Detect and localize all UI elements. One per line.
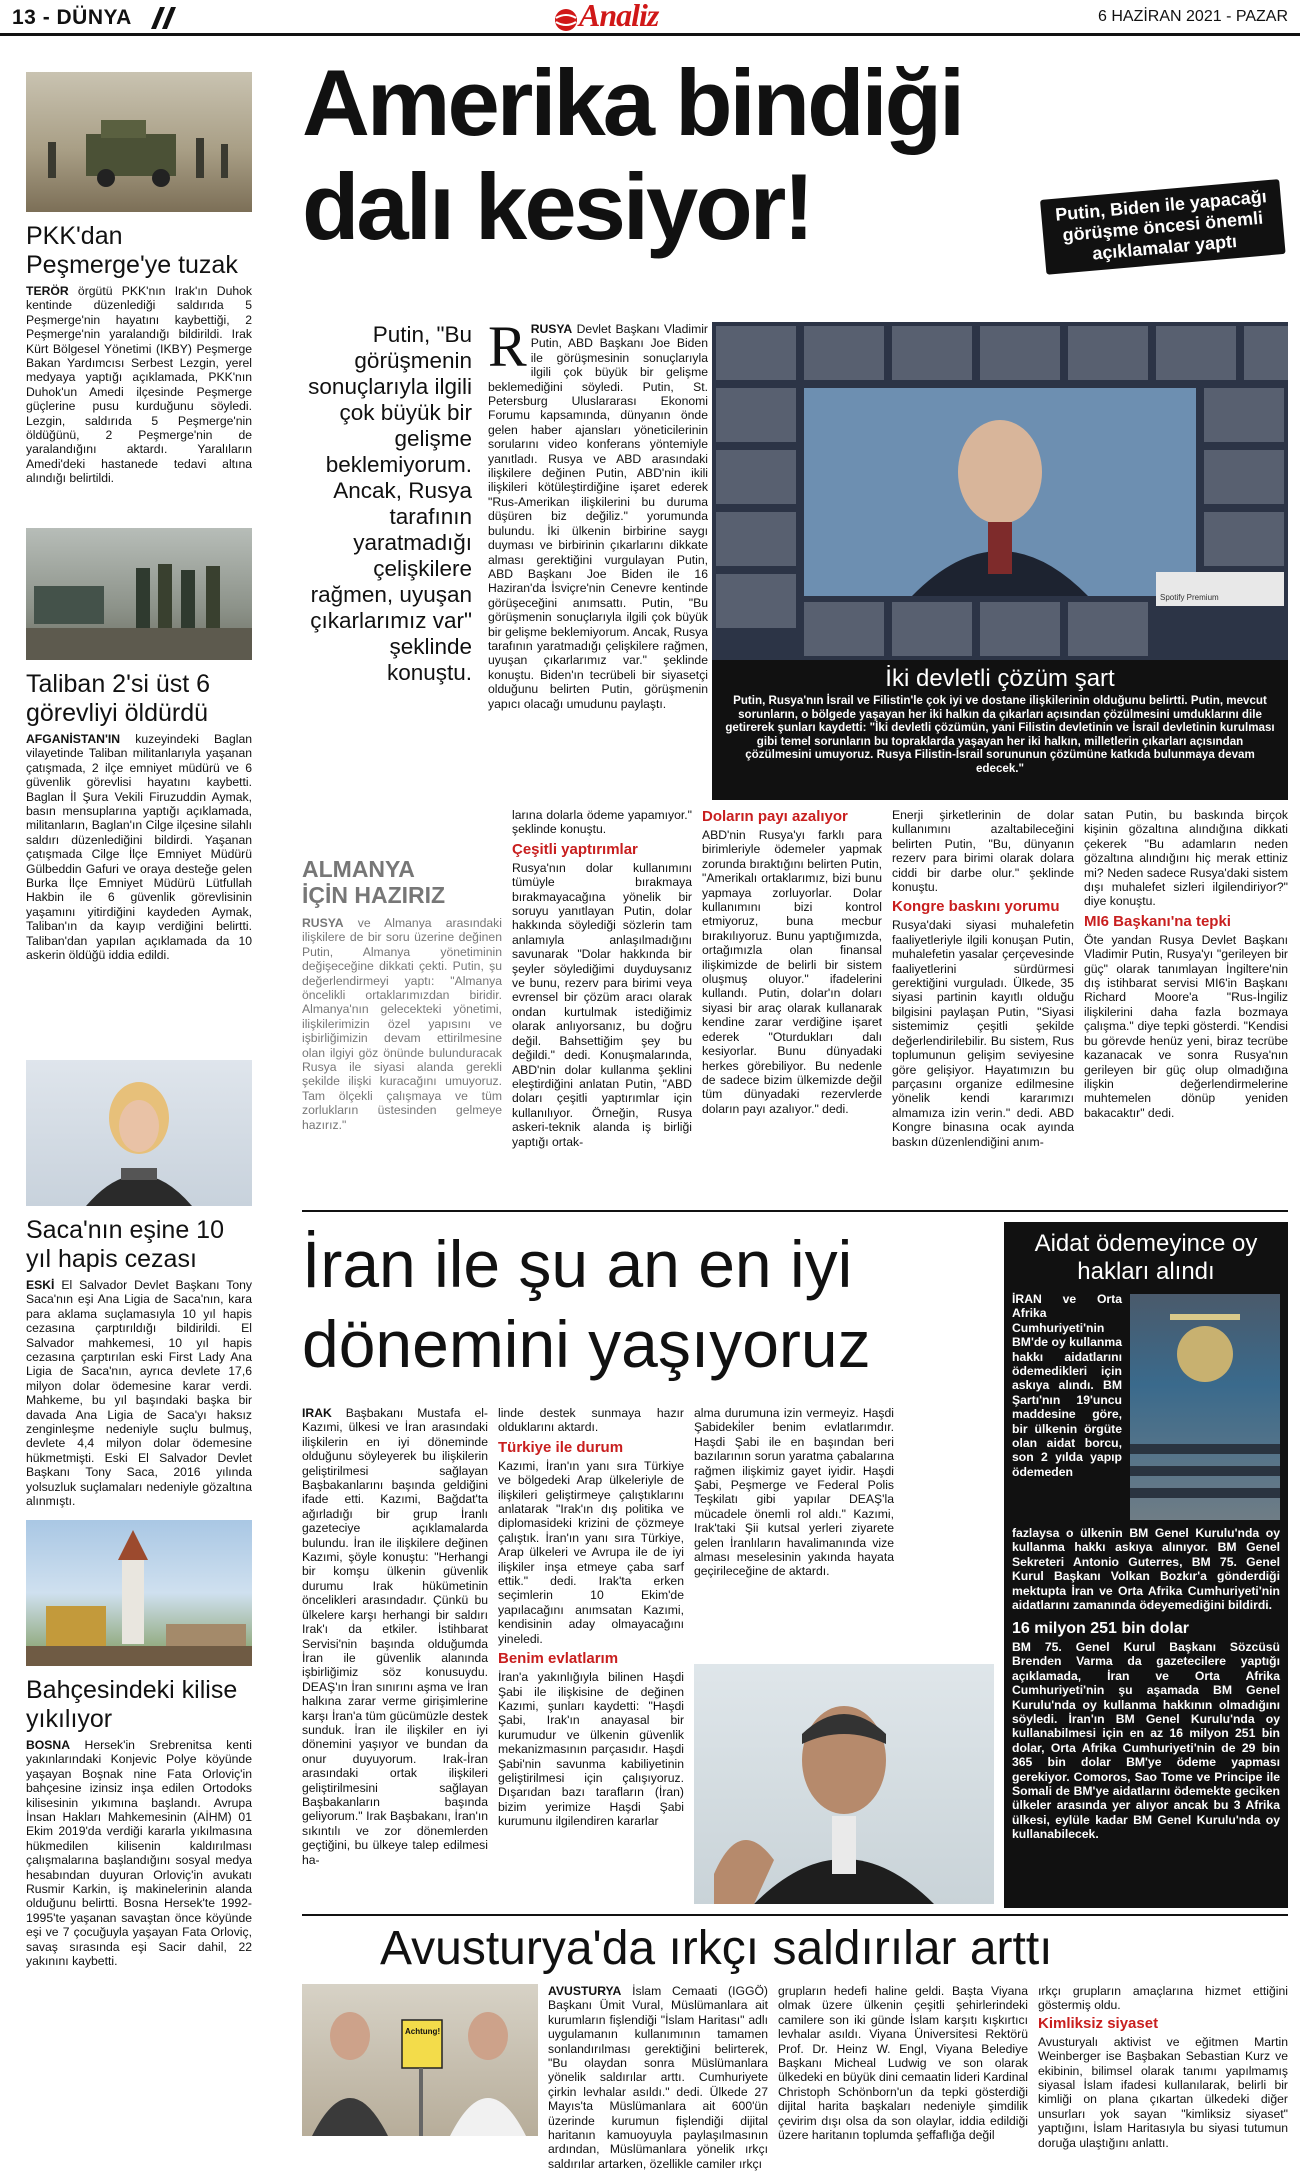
sub-my-children: Benim evlatlarım [498, 1650, 619, 1668]
main-lead: RUSYA [530, 322, 573, 336]
sub-congress: Kongre baskını yorumu [892, 898, 1060, 916]
iran-col2 [498, 1406, 684, 1906]
main-col5-top: satan Putin, bu baskında birçok kişinin gözaltına alındığına dikkati çekerek "Bu adamların neden gözaltına alındığını hiç merak ettiniz mi? Neden sadece Rusya'daki sistem dışı muhalefet sizleri ilgilendiriyor?" diye konuştu. [1084, 808, 1288, 909]
pullquote: Putin, "Bu görüşmenin sonuçlarıyla ilgili çok büyük bir gelişme beklemiyorum. Ancak, Rusya tarafının yaratmadığı çelişkilere rağmen, uyuşan çıkarlarımız var" şeklinde konuştu. [308, 322, 472, 685]
sub-identityless-politics: Kimliksiz siyaset [1038, 2014, 1159, 2032]
aidat-sub: 16 milyon 251 bin dolar [1012, 1620, 1189, 1637]
austria-col3 [1038, 1984, 1288, 2150]
story-lead-saca: ESKİ [26, 1278, 55, 1292]
germany-lead: RUSYA [302, 916, 344, 930]
iran-col2-text1: Kazımi, İran'ın yanı sıra Türkiye ve bölgedeki Arap ülkeleriyle de ilişkileri geliştirmeye çalıştıklarını anlatarak "Irak'ın dış politika ve diplomasideki krizini de çözmeye çalıştık. İran'ın yanı sıra Türkiye, Arap ülkeleri ve Avrupa ile de iyi ilişkiler inşa etmeye çaba sarf ettik." dedi. Irak'ta erken seçimlerin 10 Ekim'de yapılacağını anımsatan Kazımi, kendisinin aday olmayacağını yineledi. [498, 1458, 684, 1646]
sign-text: Achtung! [405, 2027, 441, 2036]
story-text-saca: El Salvador Devlet Başkanı Tony Saca'nın eşi Ana Ligia de Saca'nın, kara para aklama suçlamasıyla 10 yıl hapis cezasına çarptırıldığı bildirildi. El Salvador mahkemesi, 10 yıl hapis cezasına çarptırılan eski First Lady Ana Ligia de Saca'nın, ayrıca devlete 17,6 milyon dolar ödemesine karar verdi. Mahkeme, bu yıl başındaki başka bir davada Ana Ligia de Saca'yı haksız zenginleşme nedeniyle suçlu bulmuş, devlete 4,4 milyon dolar ödemesine hükmetmişti. Eski El Salvador Devlet Başkanı Tony Saca, 2016 yılında yolsuzluk suçlamaları nedeniyle gözaltına alınmıştı. [26, 1278, 252, 1509]
austria-col3-top: ırkçı grupların amaçlarına hizmet ettiğini göstermiş oldu. [1038, 1984, 1288, 2013]
germany-text: ve Almanya arasındaki ilişkilere de bir soru üzerine değinen Putin, Almanya yönetiminin değişeceğine dikkati çekti. Putin, şu değerlendirmeyi yaptı: "Almanya öncelikli ortaklarımızdan biridir. Almanya'nın gelecekteki yönetimi, ilişkilerimizin özel yapısını ve işbirliğimizin devam ettirilmesine olan ilgiyi göz önünde bulunduracak Rusya ile siyasi alanda gerekli şekilde ilişki kuracağını umuyoruz. Tam ölçekli çalışmaya ve tüm zorlukların üstesinden gelmeye hazırız." [302, 916, 502, 1132]
sub-mi6: MI6 Başkanı'na tepki [1084, 912, 1231, 930]
main-col1-text: Devlet Başkanı Vladimir Putin, ABD Başkanı Joe Biden ile görüşmesinin sonuçlarıyla ilgili çok büyük bir gelişme beklemediğini söyledi. Putin, St. Petersburg Uluslararası Ekonomi Forumu kapsamında, dünyanın önde gelen haber ajansları yöneticilerinin sorularını video konferans yöntemiyle yanıtladı. Rusya ve ABD arasındaki ilişkilere değinen Putin, ABD'nin ikili ilişkileri kötüleştirdiğine işaret ederek "Rus-Amerikan ilişkilerini bu duruma düşüren biz değiliz." yorumunda bulundu. İki ülkenin birbirine saygı duyması ve birbirinin çıkarlarını dikkate alması gerektiğini vurgulayan Putin, ABD Başkanı Joe Biden ile 16 Haziran'da İsviçre'nin Cenevre kentinde görüşeceğini anımsattı. Putin, "Bu görüşmenin sonuçlarıyla ilgili çok büyük bir gelişme beklemiyorum. Ancak, Rusya tarafının yaratmadığı çelişkilere rağmen, uyuşan çıkarlarımız var." şeklinde konuştu. Biden'ın tecrübeli bir siyasetçi olduğunu belirten Putin, görüşmenin yapıcı olacağı umudunu paylaştı. [488, 322, 708, 711]
section-divider-2 [302, 1914, 1288, 1916]
main-col5-text: Öte yandan Rusya Devlet Başkanı Vladimir Putin, Rusya'yı "gerileyen bir güç" olarak tanımlayan İngiltere'nin dış istihbarat servisi MI6'in Başkanı Richard Moore'a "Rus-İngiliz ilişkilerini daha fazla bozmaya çalışma." diye tepki gösterdi. "Kendisi bu görevde henüz yeni, biraz tecrübe kazanacak ve sonra Rusya'nın gerileyen bir güç olup olmadığına ilişkin değerlendirmelerine muhtemelen dönüp yeniden bakacaktır" dedi. [1084, 932, 1288, 1120]
photo-austria-sign [302, 1984, 538, 2136]
austria-col2 [778, 1984, 1028, 2143]
main-col4 [892, 808, 1074, 1203]
story-body-taliban [26, 732, 252, 1038]
aidat-body-top [1012, 1292, 1122, 1526]
page-label: 13 - DÜNYA [12, 6, 132, 29]
photo-caption-box [712, 660, 1288, 800]
austria-col3-text: Avusturyalı aktivist ve eğitmen Martin Weinberger ise Başbakan Sebastian Kurz ve ekibinin, bilimsel olarak tanımı yapılmamış siyasal İslam ifadesi kullanılarak, belirli bir kimliği on plana çıkartan ülkedeki diğer unsurları yok sayan "kimliksiz siyaset" yaptığını, İslam Haritasıyla bu siyasi tutumun doruğa ulaştığını anlattı. [1038, 2034, 1288, 2150]
main-col5 [1084, 808, 1288, 1203]
iran-col1-text: Başbakanı Mustafa el-Kazımi, ülkesi ve İran arasındaki ilişkilerin en iyi döneminde olduğunu söyleyerek bu ilişkilerin geliştirilmesi sağlayan Başbakanlarını başında geldiğini ifade etti. Kazımi, Bağdat'ta ağırladığı bir grup İranlı gazeteciye açıklamalarda bulundu. İran ile ilişkilere değinen Kazımi, şöyle konuştu: "Herhangi bir komşu ülkenin güvenlik durumu Irak hükümetinin öncelikleri arasındadır. Çünkü bu ülkelere karşı herhangi bir saldırı Irak'ı da etkiler. İstihbarat Servisi'nin başında olduğumda İran ile güvenlik alanında işbirliğimiz söz konusuydu. DEAŞ'ın İran sınırını aşma ve İran halkına zarar verme girişimlerine karşı İran'a tüm gücümüzle destek sunduk. İran ile ilişkiler en iyi dönemini yaşıyor ve bundan da onur duyuyorum. Irak-İran arasındaki ortak ilişkileri geliştirilmesini sağlayan Başbakanların başında geliyorum." Irak Başbakanı, İran'ın sıkıntılı ve zor dönemlerden geçtiğini, bu ülkeye talep edilmesi ha- [302, 1406, 488, 1867]
newspaper-logo [553, 0, 733, 37]
photo-kazimi [694, 1664, 994, 1904]
austria-col1 [548, 1984, 768, 2171]
main-headline-line1: Amerika bindiği [302, 50, 963, 155]
main-headline-line2: dalı kesiyor! [302, 154, 812, 259]
iran-col3 [694, 1406, 894, 1656]
logo-globe-icon [553, 7, 579, 33]
photo-putin-videoconference [712, 322, 1288, 660]
story-body-pkk [26, 284, 252, 506]
photo-church-demolition [26, 1520, 252, 1666]
sub-sanctions: Çeşitli yaptırımlar [512, 840, 638, 858]
main-col1 [488, 314, 708, 857]
main-col4-top: Enerji şirketlerinin de dolar kullanımını azaltabileceğini belirten Putin, "Bu, dünyanın rezerv para birimi olarak dolara ciddi bir darbe olur." şeklinde konuştu. [892, 808, 1074, 895]
logo-text: Analiz [579, 0, 659, 33]
screen-label-text: Spotify Premium [1160, 593, 1219, 602]
iran-col2-text2: İran'a yakınlığıyla bilinen Haşdi Şabi ile ilişkisine de değinen Kazımi, şunları kaydetti: "Haşdi Şabi, Irak'ın anayasal bir kurumudur ve ülkenin güvenlik mekanizmasının parçasıdır. Haşdi Şabi'nin savunma kabiliyetinin geliştirilmesi için çalışıyoruz. Dışarıdan bazı tarafların (İran) bizim yerimize Haşdi Şabi kurumunu ilgilendiren kararlar [498, 1670, 684, 1829]
dropcap-letter: R [488, 314, 527, 379]
aidat-body2: BM 75. Genel Kurul Başkanı Sözcüsü Brenden Varma da gazetecilere yaptığı açıklamada, İran ve Orta Afrika Cumhuriyeti'nin şu aşamada BM Genel Kurulu'nda oy kullanma hakkının olmadığını söyledi. İran'ın BM Genel Kurulu'nda oy kullanabilmesi için en az 16 milyon 251 bin dolar, Orta Afrika Cumhuriyeti'nin de 29 bin 365 bin dolar BM'ye ödeme yapması gerekiyor. Comoros, Sao Tome ve Principe ile Somali de BM'ye aidatlarını ödemekte geciken ülkeler arasında yer alıyor ancak bu 3 Afrika ülkesi, eylüle kadar BM Genel Kurulu'nda oy kullanabilecek. [1012, 1640, 1280, 1842]
story-title-church: Bahçesindeki kilise yıkılıyor [26, 1676, 238, 1733]
main-col3-text: ABD'nin Rusya'yı farklı para birimleriyle ödemeler yapmak zorunda bıraktığını belirten Putin, "Amerikalı ortaklarımız, bizi bunu yapmaya zorluyorlar. Dolar kullanımını bizi kontrol etmiyoruz, buna mecbur bırakılıyoruz. Bunu yaptığımızda, ortağımızla olan finansal ilişkimizde de belirli bir sistem oluşmuş oluyor." ifadelerini kullandı. Putin, dolar'ın doları siyasi bir araç olarak kullanarak kendine zarar verdiğine işaret ederek "Oturdukları dalı kesiyorlar. Bunu dünyadaki herkes görebiliyor. Bu nedenle de sadece bizim ülkemizde değil tüm dünyadaki rezervlerde doların payı azalıyor." dedi. [702, 828, 882, 1116]
issue-date: 6 HAZİRAN 2021 - PAZAR [1098, 8, 1288, 25]
iran-headline-line2: dönemini yaşıyoruz [302, 1307, 871, 1381]
photo-caption-text: Putin, Rusya'nın İsrail ve Filistin'le çok iyi ve dostane ilişkilerinin olduğunu belirtti. Putin, mevcut sorunların, o bölgede yaşayan her iki halkın da çıkarları açısından çözülmesini umduklarını dile getirerek şunları kaydetti: "İki devletli çözümün, yani Filistin devletinin ve İsrail devletinin kurulması gibi temel sorunların bu topraklarda yaşayan her iki halkın, milletlerin çıkarları açısından çözülmesini umuyoruz. Rusya Filistin-İsrail sorununun çözümüne katkıda bulunmaya devam edecek." [725, 694, 1275, 775]
main-col3 [702, 808, 882, 1203]
photo-ana-ligia [26, 1060, 252, 1206]
germany-title: ALMANYA İÇİN HAZIRIZ [302, 856, 446, 908]
austria-headline: Avusturya'da ırkçı saldırılar arttı [380, 1922, 1053, 1975]
iran-col3-text: alma durumuna izin vermeyiz. Haşdi Şabideki̇ler benim evlatlarımdır. Haşdi Şabi ile en başından beri bazılarının sorun yaratma çabalarına rağmen ilişkimiz gayet iyidir. Haşdi Şabi, Peşmerge ve Federal Polis Teşkilatı gibi yapılar DEAŞ'la mücadele önemli rol aldı." Kazımi, Irak'taki Şii kutsal yerleri ziyarete gelen İranlıların havalimanında vize alması meselesinin yakında hayata geçirileceğine de aktardı. [694, 1406, 894, 1579]
section-divider-1 [302, 1210, 1288, 1212]
main-col2-top: larına dolarla ödeme yapamıyor." şeklinde konuştu. [512, 808, 692, 837]
sub-turkey: Türkiye ile durum [498, 1438, 624, 1456]
section-slash-icon [150, 7, 176, 29]
story-text-pkk: örgütü PKK'nın Irak'ın Duhok kentinde düzenlediği saldırıda 5 Peşmerge'nin hayatını kaybettiği, 2 Peşmerge'nin yaralandığı bildirildi. Irak Kürt Bölgesel Yönetimi (IKBY) Peşmerge Bakan Yardımcısı Serbest Lezgin, yerel medyaya yaptığı açıklamada, PKK'nın Duhok'un Amedi ilçesinde Peşmerge güçlerine pusu kurduğunu söyledi. Lezgin, saldırıda 5 Peşmerge'nin öldüğünü, 2 Peşmerge'nin de yaralandığını aktardı. Yaralıların Amedi'deki hastanede tedavi altına alındığı belirtildi. [26, 284, 252, 486]
left-sidebar [26, 72, 252, 2132]
iran-lead: IRAK [302, 1406, 332, 1420]
photo-taliban-clash [26, 528, 252, 660]
story-body-church [26, 1738, 252, 2106]
aidat-lead: İRAN [1012, 1292, 1042, 1306]
iran-headline-line1: İran ile şu an en iyi [302, 1227, 853, 1301]
story-lead-taliban: AFGANİSTAN'IN [26, 732, 121, 746]
photo-pkk-peshmerga [26, 72, 252, 212]
main-col2 [512, 808, 692, 1203]
aidat-box [1004, 1222, 1288, 1908]
main-col2-text: Rusya'nın dolar kullanımını tümüyle bırakmaya bırakmayacağına yönelik bir soruyu yanıtlayan Putin, dolar hakkında söylediği sözlerin tam anlamıyla anlaşılmadığını savunarak "Dolar hakkında bir şeyler söylediğimi duyduysanız ve bunu, rezerv para birimi veya evrensel bir çözüm aracı olarak ondan kurtulmak istediğimiz olarak anlıyorsanız, bu doğru değil. Bahsettiğim şey bu değildi." dedi. Konuşmalarında, ABD'nin dolar kullanma şeklini eleştirdiğini anlatan Putin, "ABD doları çeşitli yaptırımlar için kullanılıyor. Örneğin, Rusya askeri-teknik alanda iş birliği yaptığı ortak- [512, 860, 692, 1149]
story-lead-church: BOSNA [26, 1738, 71, 1752]
iran-col1 [302, 1406, 488, 1906]
photo-un-assembly [1130, 1294, 1280, 1520]
story-title-pkk: PKK'dan Peşmerge'ye tuzak [26, 222, 238, 279]
story-title-taliban: Taliban 2'si üst 6 görevliyi öldürdü [26, 670, 211, 727]
aidat-text-top: ve Orta Afrika Cumhuriyeti'nin BM'de oy kullanma hakkı aidatlarını ödemedikleri için askıya alındı. BM Şartı'nın 19'uncu maddesine göre, bir ülkenin örgüte olan aidat borcu, son 2 yılda yapıp ödemeden [1012, 1292, 1122, 1479]
main-col4-text: Rusya'daki siyasi muhalefetin faaliyetleriyle ilgili konuşan Putin, muhalefetin yasalar çerçevesinde faaliyetlerini sürdürmesi gerektiğini vurguladı. Ülkede, 35 siyasi partinin kayıtlı olduğu bilgisini paylaşan Putin, "Siyasi sistemimiz çeşitli şekilde değerlendirilebilir. Bu sistem, Rus toplumunun gelişim seviyesine göre gelişiyor. Hayatımızın bu parçasını organize edilmesine yönelik kendi kararımızı almamıza izin verin." dedi. ABD Kongre binasına ocak ayında baskın düzenlendiğini anım- [892, 918, 1074, 1149]
aidat-title: Aidat ödemeyince oy hakları alındı [1034, 1230, 1258, 1285]
story-lead-pkk: TERÖR [26, 284, 69, 298]
story-title-saca: Saca'nın eşine 10 yıl hapis cezası [26, 1216, 224, 1273]
austria-lead: AVUSTURYA [548, 1984, 622, 1998]
sub-dollar-share: Doların payı azalıyor [702, 808, 848, 825]
story-body-saca [26, 1278, 252, 1509]
headline-banner [1040, 179, 1288, 300]
photo-caption-title: İki devletli çözüm şart [885, 665, 1115, 692]
iran-col2-top: linde destek sunmaya hazır olduklarını aktardı. [498, 1406, 684, 1435]
aidat-body-bottom: fazlaysa o ülkenin BM Genel Kurulu'nda oy kullanma hakkı askıya alınıyor. BM Genel Sekreteri Antonio Guterres, BM 75. Genel Kurul Başkanı Volkan Bozkır'a gönderdiği mektupta İran ve Orta Afrika Cumhuriyeti'nin aidatlarını zamanında ödeyemediğini bildirdi. [1012, 1526, 1280, 1613]
banner-text: Putin, Biden ile yapacağı görüşme öncesi önemli açıklamalar yaptı [1040, 179, 1286, 275]
austria-col2-text: grupların hedefi haline geldi. Başta Viyana olmak üzere ülkenin çeşitli şehirlerindeki camilere son iki günde İslam karşıtı kışkırtıcı levhalar asıldı. Viyana Üniversitesi Rektörü Prof. Dr. Heinz W. Engl, Viyana Belediye Başkanı Micheal Ludwig ve son olarak ülkedeki en büyük dini cemaatin lideri Kardinal Christoph Schönborn'un da tepki gösterdiği dijital harita başkaları nedeniyle şimdilik çevirim dışı olsa da son olaylar, iddia edildiği üzere haritanın toplumda şeffaflığa değil [778, 1984, 1028, 2143]
story-text-church: Hersek'in Srebrenitsa kenti yakınlarındaki Konjevic Polye köyünde yaşayan Boşnak nine Fata Orloviç'in bahçesine izinsiz inşa edilen Ortodoks kilisesinin yıkımına başlandı. Avrupa İnsan Hakları Mahkemesinin (AİHM) 01 Ekim 2019'da verdiği kararla yıkılmasına hükmedilen kilisenin kaldırılması çalışmalarına başlandığını sosyal medya hesabından duyuran Orloviç'in avukatı Rusmir Karkin, iş makinelerinin alanda olduğunu belirtti. Bosna Hersek'te 1992-1995'te yaşanan savaştan önce köyünde eşi ve 7 çocuğuyla yaşayan Fata Orloviç, savaş sırasında eşi Sacir dahil, 22 yakınını kaybetti. [26, 1738, 252, 1969]
germany-box [302, 856, 502, 1196]
austria-col1-text: İslam Cemaati (IGGÖ) Başkanı Ümit Vural, Müslümanlara ait kurumların fişlendiği "İslam Haritası" adlı uygulamanın kullanımının tamamen sonlandırılması gerektiğini belirterek, "Bu olaydan sonra Müslümanlara yönelik saldırılar arttı. Cumhuriyete çirkin levhalar asıldı." dedi. Ülkede 27 Mayıs'ta Müslümanlara ait 600'ün üzerinde kurumun fişlendiği dijital haritanın kamuoyuyla paylaşılmasının ardından, Müslümanlara yönelik ırkçı saldırılar artarken, özellikle camiler ırkçı [548, 1984, 768, 2171]
page-header [0, 0, 1300, 36]
story-text-taliban: kuzeyindeki Baglan vilayetinde Taliban militanlarıyla yaşanan çatışmada, 2 ilçe emniyet müdürü ve 6 güvenlik görevlisi hayatını kaybetti. Baglan İl Şura Vekili Firuzuddin Aymak, basın mensuplarına yaptığı açıklamada, militanların, Baglan'ın Cilge ilçesine silahlı saldırı düzenlediğini bildirdi. Yaşanan çatışmada Cilge İlçe Emniyet Müdürü Gülbeddin Gafuri ve oraya desteğe gelen Burka İlçe Emniyet Müdürü Lütfullah Hakbin ile 6 güvenlik görevlisinin yaşamını yitirdiğini kaydeden Aymak, Taliban'ın da kayıp verdiğini belirtti. Taliban'dan yapılan açıklamada da 10 askerin öldüğü iddia edildi. [26, 732, 252, 963]
germany-body [302, 916, 502, 1196]
